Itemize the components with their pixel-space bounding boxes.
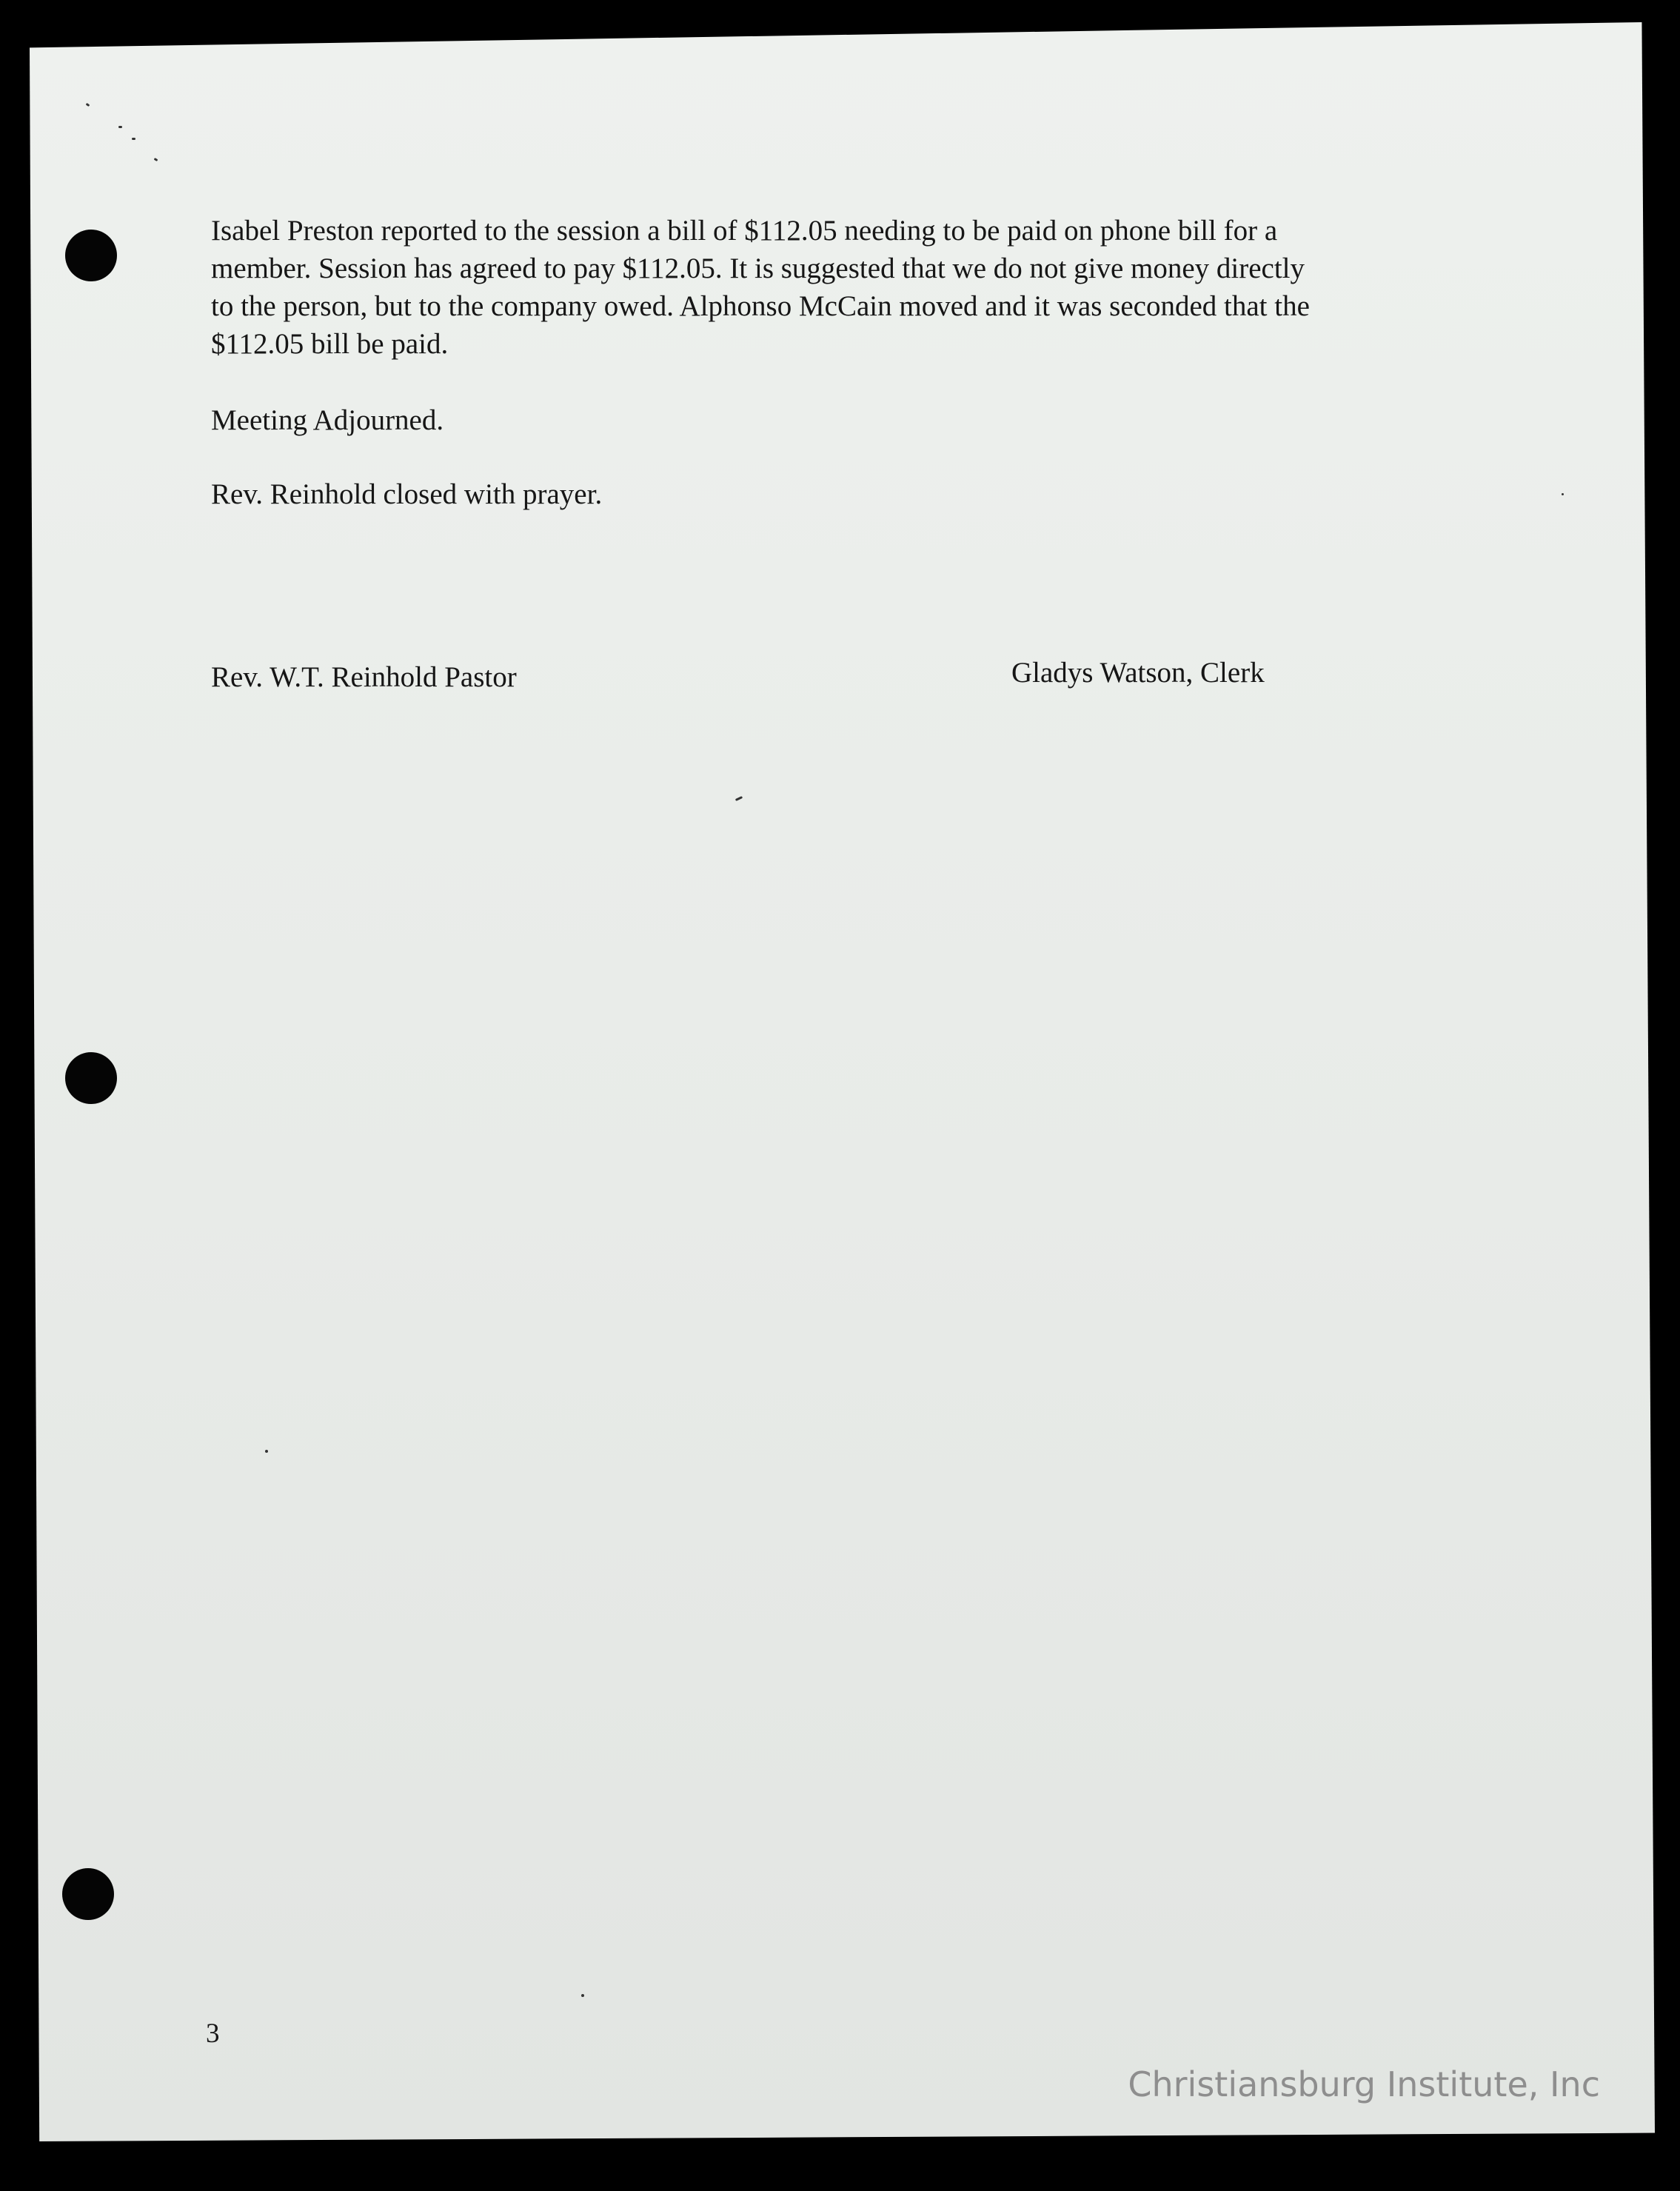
paragraph-line: Isabel Preston reported to the session a bill of $112.05 needing to be paid on phone bill for a	[211, 215, 1278, 247]
binder-hole-bottom	[62, 1868, 114, 1920]
paragraph-line: $112.05 bill be paid.	[211, 328, 449, 360]
paragraph-line: Meeting Adjourned.	[211, 404, 444, 436]
paragraph-line: Rev. Reinhold closed with prayer.	[211, 478, 603, 510]
paragraph-bill-payment	[211, 212, 1470, 363]
paper-speck	[581, 1994, 584, 1997]
watermark-text: Christiansburg Institute, Inc	[1128, 2064, 1600, 2104]
binder-hole-top	[65, 230, 117, 281]
paragraph-line: member. Session has agreed to pay $112.05. It is suggested that we do not give money directly	[211, 252, 1305, 284]
paragraph-meeting-adjourned	[211, 401, 1470, 439]
paper-speck	[265, 1450, 268, 1453]
paper-speck	[1562, 493, 1564, 495]
paragraph-line: to the person, but to the company owed. Alphonso McCain moved and it was seconded that the	[211, 290, 1310, 322]
paragraph-closing-prayer	[211, 475, 1470, 513]
binder-hole-middle	[65, 1052, 117, 1104]
signature-pastor: Rev. W.T. Reinhold Pastor	[211, 661, 517, 693]
signature-clerk: Gladys Watson, Clerk	[1011, 657, 1265, 689]
paper-speck	[132, 138, 135, 140]
page-number: 3	[206, 2018, 220, 2049]
paper-speck	[118, 126, 122, 128]
